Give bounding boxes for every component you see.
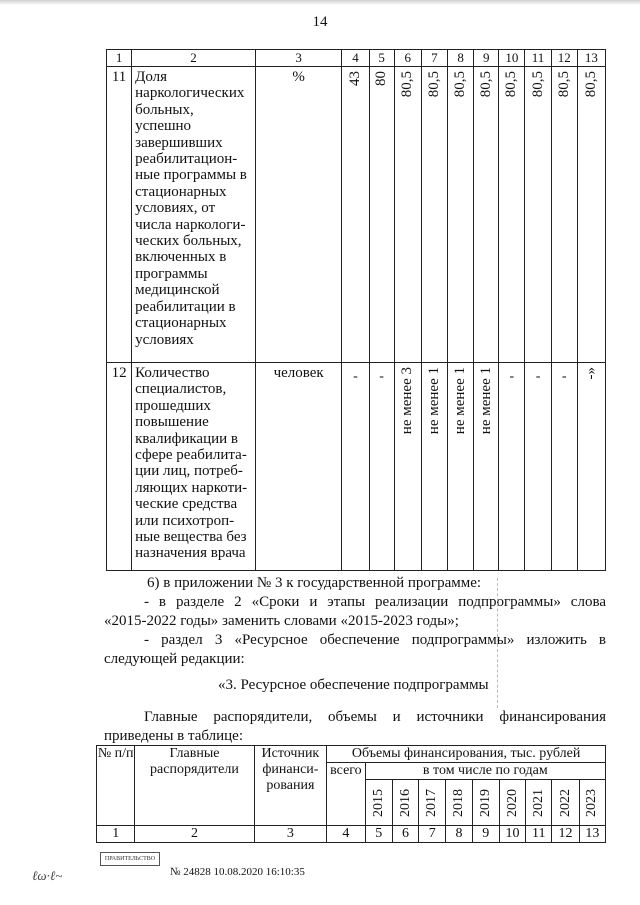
value-cell: не менее 3 bbox=[399, 367, 416, 435]
financing-table bbox=[96, 745, 606, 843]
column-header-total: всего bbox=[327, 763, 365, 826]
year-header: 2023 bbox=[584, 789, 600, 817]
indicator-unit: % bbox=[255, 67, 342, 363]
year-header: 2018 bbox=[451, 789, 467, 817]
paragraph-line: - в разделе 2 «Сроки и этапы реализации подпрограммы» слова bbox=[144, 594, 606, 610]
year-header: 2017 bbox=[424, 789, 440, 817]
value-cell: не менее 1 bbox=[477, 367, 494, 435]
value-cell: - bbox=[561, 369, 567, 384]
indicator-unit: человек bbox=[255, 363, 342, 571]
government-logo: ПРАВИТЕЛЬСТВО bbox=[100, 852, 160, 866]
document-stamp: № 24828 10.08.2020 16:10:35 bbox=[170, 866, 305, 878]
signature-mark: ℓω·ℓ~ bbox=[32, 868, 63, 883]
row-number: 11 bbox=[107, 67, 132, 363]
table-header-row: 1 2 3 4 5 6 7 8 9 10 11 12 13 bbox=[107, 50, 606, 67]
indicator-name: Количество специалистов, прошедших повышение квалификации в сфере реабилита- ции лиц, потреб- ляющих наркоти- ческие средства или психотроп- ные вещества без назначения врача bbox=[132, 363, 256, 571]
paragraph-item-6: 6) в приложении № 3 к государственной программе: bbox=[147, 575, 482, 591]
table-row: 1 2 3 4 5 6 7 8 9 10 11 12 13 bbox=[97, 826, 606, 843]
page-number: 14 bbox=[312, 14, 328, 30]
section-title: «3. Ресурсное обеспечение подпрограммы bbox=[218, 677, 489, 693]
year-header: 2022 bbox=[557, 789, 573, 817]
paragraph-line: «2015-2022 годы» заменить словами «2015-2023 годы»; bbox=[104, 613, 459, 629]
paragraph-line: следующей редакции: bbox=[104, 651, 245, 667]
year-header: 2015 bbox=[370, 789, 386, 817]
paragraph-line: Главные распорядители, объемы и источники финансирования bbox=[144, 709, 606, 725]
row-number: 12 bbox=[107, 363, 132, 571]
column-header-source: Источник финанси-рования bbox=[254, 746, 327, 826]
year-header: 2020 bbox=[504, 789, 520, 817]
value-cell: 80,5 bbox=[477, 71, 494, 98]
value-cell: 80 bbox=[373, 71, 390, 86]
value-cell: не менее 1 bbox=[425, 367, 442, 435]
column-header-volumes: Объемы финансирования, тыс. рублей bbox=[327, 746, 606, 763]
table-row bbox=[107, 67, 606, 363]
year-header: 2019 bbox=[477, 789, 493, 817]
value-cell: -» bbox=[582, 367, 599, 380]
year-header: 2021 bbox=[530, 789, 546, 817]
year-header: 2016 bbox=[397, 789, 413, 817]
value-cell: 80,5 bbox=[582, 71, 599, 98]
value-cell: 80,5 bbox=[529, 71, 546, 98]
value-cell: 80,5 bbox=[503, 71, 520, 98]
column-header-managers: Главные распорядители bbox=[135, 746, 254, 826]
indicator-name: Доля наркологических больных, успешно завершивших реабилитацион- ные программы в стационарных условиях, от числа наркологи- ческих больных, включенных в программы медицинской реабилитации в стационарных условиях bbox=[132, 67, 256, 363]
value-cell: 80,5 bbox=[555, 71, 572, 98]
column-header-by-years: в том числе по годам bbox=[365, 763, 605, 780]
value-cell: 43 bbox=[346, 71, 363, 86]
value-cell: 80,5 bbox=[425, 71, 442, 98]
value-cell: 80,5 bbox=[452, 71, 469, 98]
value-cell: - bbox=[509, 369, 515, 384]
value-cell: не менее 1 bbox=[452, 367, 469, 435]
scan-artifact bbox=[0, 0, 640, 5]
indicators-table bbox=[106, 49, 606, 571]
scan-artifact bbox=[497, 578, 499, 708]
paragraph-line: приведены в таблице: bbox=[104, 728, 244, 744]
value-cell: - bbox=[379, 369, 384, 384]
paragraph-line: - раздел 3 «Ресурсное обеспечение подпрограммы» изложить в bbox=[144, 632, 606, 648]
column-header-number: № п/п bbox=[97, 746, 135, 826]
table-row bbox=[107, 363, 606, 571]
value-cell: - bbox=[353, 369, 358, 384]
value-cell: - bbox=[535, 369, 541, 384]
value-cell: 80,5 bbox=[399, 71, 416, 98]
